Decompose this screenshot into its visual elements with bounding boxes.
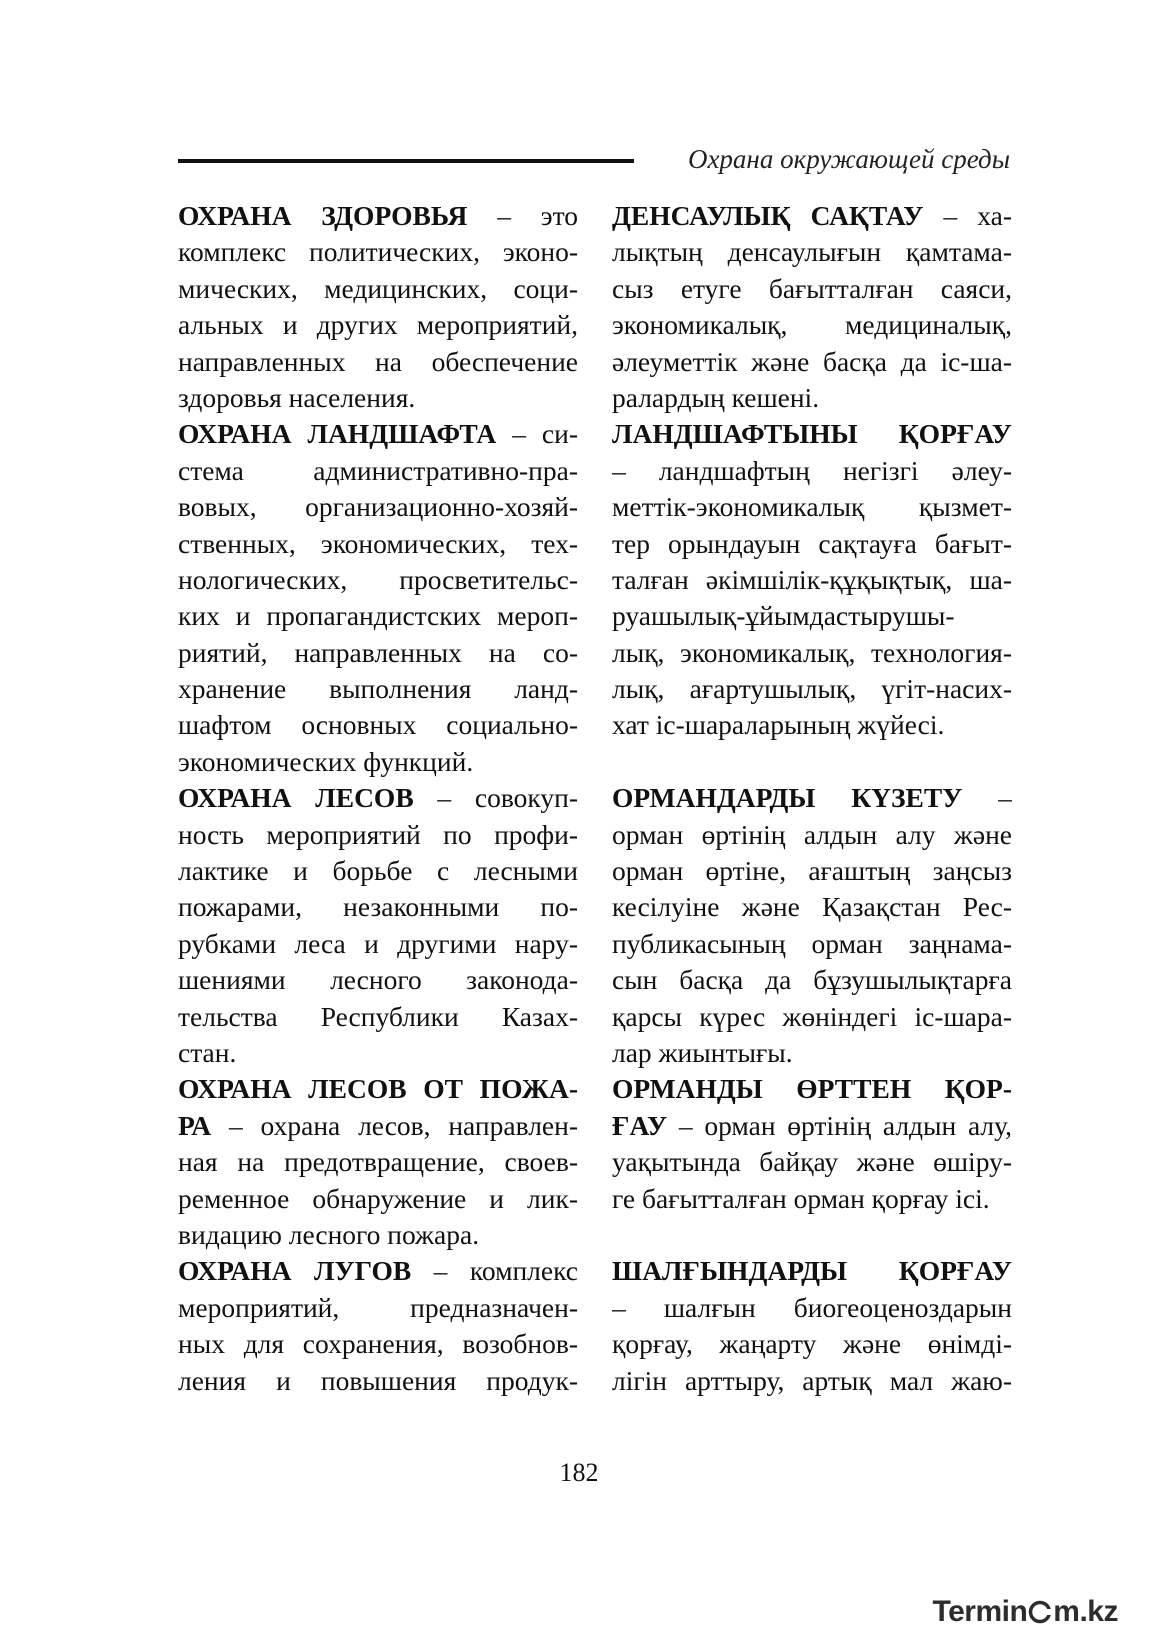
definition-text: талған әкімшілік-құқықтық, ша-	[612, 563, 1012, 595]
text-line	[178, 1363, 578, 1399]
text-line	[612, 307, 1012, 343]
definition-text: – орман өртінің алдын алу,	[667, 1109, 1012, 1141]
definition-text: лық, экономикалық, технология-	[612, 636, 1012, 668]
right-column	[612, 198, 1012, 1399]
definition-text: ная на предотвращение, своев-	[178, 1146, 578, 1178]
definition-text: публикасының орман заңнама-	[612, 927, 1012, 959]
definition-text: – совокуп-	[413, 782, 578, 814]
definition-text: мероприятий, предназначен-	[178, 1291, 578, 1323]
definition-text: қарсы күрес жөніндегі іс-шара-	[612, 1000, 1012, 1032]
watermark-text-start: Termin	[932, 1595, 1028, 1629]
text-line	[178, 1290, 578, 1326]
text-line	[178, 744, 578, 780]
text-line	[178, 889, 578, 925]
definition-text: шениями лесного законода-	[178, 964, 578, 996]
term-heading: ОХРАНА ЗДОРОВЬЯ	[178, 200, 468, 231]
text-line	[612, 817, 1012, 853]
text-line	[178, 489, 578, 525]
term-heading: ОХРАНА ЛУГОВ	[178, 1255, 412, 1287]
watermark-text-end: m.kz	[1053, 1595, 1118, 1629]
definition-text: тер орындауын сақтауға бағыт-	[612, 527, 1012, 559]
term-heading: РА	[178, 1109, 212, 1141]
definition-text: лық, ағартушылық, үгіт-насиx-	[612, 673, 1012, 705]
text-line	[178, 307, 578, 343]
text-line	[612, 1253, 1012, 1289]
text-line	[178, 853, 578, 889]
text-line	[612, 671, 1012, 707]
definition-text: направленных на обеспечение	[178, 345, 578, 377]
definition-text: стан.	[178, 1036, 237, 1068]
text-line	[612, 598, 1012, 634]
text-line	[178, 1181, 578, 1217]
definition-text: ге бағытталған орман қорғау ісі.	[612, 1182, 990, 1214]
text-line	[612, 344, 1012, 380]
definition-text: әлеуметтік және басқа да іс-ша-	[612, 345, 1012, 377]
text-line	[612, 198, 1012, 234]
text-line	[612, 271, 1012, 307]
definition-text: ления и повышения продук-	[178, 1364, 578, 1396]
definition-text: нологических, просветительс-	[178, 563, 578, 595]
definition-text: сыз етуге бағытталған саяси,	[612, 272, 1012, 304]
definition-text: ралардың кешені.	[612, 381, 820, 413]
text-line	[178, 635, 578, 671]
paragraph-gap	[612, 1217, 1012, 1253]
definition-text: орман өртіне, ағаштың заңсыз	[612, 855, 1012, 887]
text-line	[612, 889, 1012, 925]
definition-text: –	[962, 782, 1012, 814]
definition-text: ких и пропагандистских мероп-	[178, 600, 578, 632]
term-heading: ОРМАНДЫ ӨРТТЕН ҚОР-	[612, 1073, 1012, 1105]
text-line	[178, 1108, 578, 1144]
page-number: 182	[559, 1458, 599, 1487]
text-line	[612, 999, 1012, 1035]
text-line	[178, 234, 578, 270]
text-line	[612, 453, 1012, 489]
text-line	[612, 926, 1012, 962]
definition-text: руашылық-ұйымдастырушы-	[612, 600, 955, 632]
term-heading: ҒАУ	[612, 1109, 668, 1141]
text-line	[612, 526, 1012, 562]
definition-text: видацию лесного пожара.	[178, 1218, 480, 1250]
header-rule	[178, 159, 634, 163]
text-line	[178, 198, 578, 234]
term-heading: ДЕНСАУЛЫҚ САҚТАУ	[612, 200, 924, 231]
text-line	[178, 598, 578, 634]
text-line	[612, 853, 1012, 889]
text-line	[178, 1035, 578, 1071]
text-line	[178, 526, 578, 562]
text-line	[178, 999, 578, 1035]
text-line	[612, 1363, 1012, 1399]
text-line	[178, 962, 578, 998]
text-line	[178, 1326, 578, 1362]
paragraph-gap	[612, 744, 1012, 780]
definition-text: рубками леса и другими нару-	[178, 927, 578, 959]
definition-text: – охрана лесов, направлен-	[211, 1109, 578, 1141]
text-line	[612, 562, 1012, 598]
definition-text: – шалғын биогеоценоздарын	[612, 1291, 1012, 1323]
text-line	[178, 562, 578, 598]
text-line	[178, 1071, 578, 1107]
definition-text: лықтың денсаулығын қамтама-	[612, 236, 1012, 268]
text-line	[612, 1290, 1012, 1326]
text-line	[178, 1217, 578, 1253]
text-line	[612, 416, 1012, 452]
definition-text: лактике и борьбе с лесными	[178, 855, 578, 887]
definition-text: – ха-	[923, 200, 1012, 231]
term-heading: ЛАНДШАФТЫНЫ ҚОРҒАУ	[612, 418, 1012, 450]
text-line	[612, 1108, 1012, 1144]
definition-text: – ландшафтың негізгі әлеу-	[612, 454, 1012, 486]
text-line	[178, 780, 578, 816]
definition-text: ременное обнаружение и лик-	[178, 1182, 578, 1214]
term-heading: ОРМАНДАРДЫ КҮЗЕТУ	[612, 782, 963, 814]
text-line	[612, 1035, 1012, 1071]
definition-text: шафтом основных социально-	[178, 709, 578, 741]
text-line	[612, 1144, 1012, 1180]
term-heading: ОХРАНА ЛЕСОВ ОТ ПОЖА-	[178, 1073, 578, 1105]
definition-text: лігін арттыру, артық мал жаю-	[612, 1364, 1012, 1396]
term-heading: ОХРАНА ЛАНДШАФТА	[178, 418, 497, 450]
text-line	[612, 1181, 1012, 1217]
definition-text: экономикалық, медициналық,	[612, 309, 1012, 341]
definition-text: кесілуіне және Қазақстан Рес-	[612, 891, 1012, 923]
definition-text: меттік-экономикалық қызмет-	[612, 491, 1012, 523]
definition-text: сын басқа да бұзушылықтарға	[612, 964, 1012, 996]
text-line	[612, 1326, 1012, 1362]
definition-text: экономических функций.	[178, 745, 474, 777]
definition-text: пожарами, незаконными по-	[178, 891, 578, 923]
text-line	[178, 1144, 578, 1180]
text-line	[178, 671, 578, 707]
text-line	[178, 416, 578, 452]
definition-text: – си-	[496, 418, 578, 450]
definition-text: лар жиынтығы.	[612, 1036, 793, 1068]
definition-text: – это	[467, 200, 578, 231]
text-line	[612, 635, 1012, 671]
c-ring-logo-icon	[1027, 1599, 1053, 1625]
text-line	[178, 344, 578, 380]
definition-text: ность мероприятий по профи-	[178, 818, 578, 850]
text-line	[178, 926, 578, 962]
text-line	[612, 780, 1012, 816]
term-heading: ШАЛҒЫНДАРДЫ ҚОРҒАУ	[612, 1255, 1012, 1287]
text-line	[178, 707, 578, 743]
definition-text: ных для сохранения, возобнов-	[178, 1328, 578, 1360]
text-line	[612, 707, 1012, 743]
definition-text: альных и других мероприятий,	[178, 309, 578, 341]
definition-text: стема административно-пра-	[178, 454, 578, 486]
definition-text: мических, медицинских, соци-	[178, 272, 578, 304]
definition-text: вовых, организационно-хозяй-	[178, 491, 578, 523]
left-column	[178, 198, 578, 1399]
text-line	[178, 1253, 578, 1289]
running-header-title: Охрана окружающей среды	[687, 144, 1010, 174]
definition-text: ственных, экономических, тех-	[178, 527, 578, 559]
definition-text: қорғау, жаңарту және өнімді-	[612, 1328, 1012, 1360]
text-line	[178, 817, 578, 853]
definition-text: хат іс-шараларының жүйесі.	[612, 709, 945, 741]
definition-text: здоровья населения.	[178, 381, 416, 413]
definition-text: орман өртінің алдын алу және	[612, 818, 1012, 850]
watermark-logo	[933, 1594, 1119, 1628]
text-line	[612, 380, 1012, 416]
term-heading: ОХРАНА ЛЕСОВ	[178, 782, 414, 814]
definition-text: – комплекс	[411, 1255, 578, 1287]
text-line	[178, 380, 578, 416]
definition-text: комплекс политических, эконо-	[178, 236, 578, 268]
definition-text: риятий, направленных на со-	[178, 636, 578, 668]
text-line	[612, 489, 1012, 525]
text-line	[178, 453, 578, 489]
text-line	[178, 271, 578, 307]
text-line	[612, 234, 1012, 270]
definition-text: тельства Республики Казах-	[178, 1000, 578, 1032]
text-line	[612, 962, 1012, 998]
definition-text: уақытында байқау және өшіру-	[612, 1146, 1012, 1178]
text-line	[612, 1071, 1012, 1107]
definition-text: хранение выполнения ланд-	[178, 673, 578, 705]
